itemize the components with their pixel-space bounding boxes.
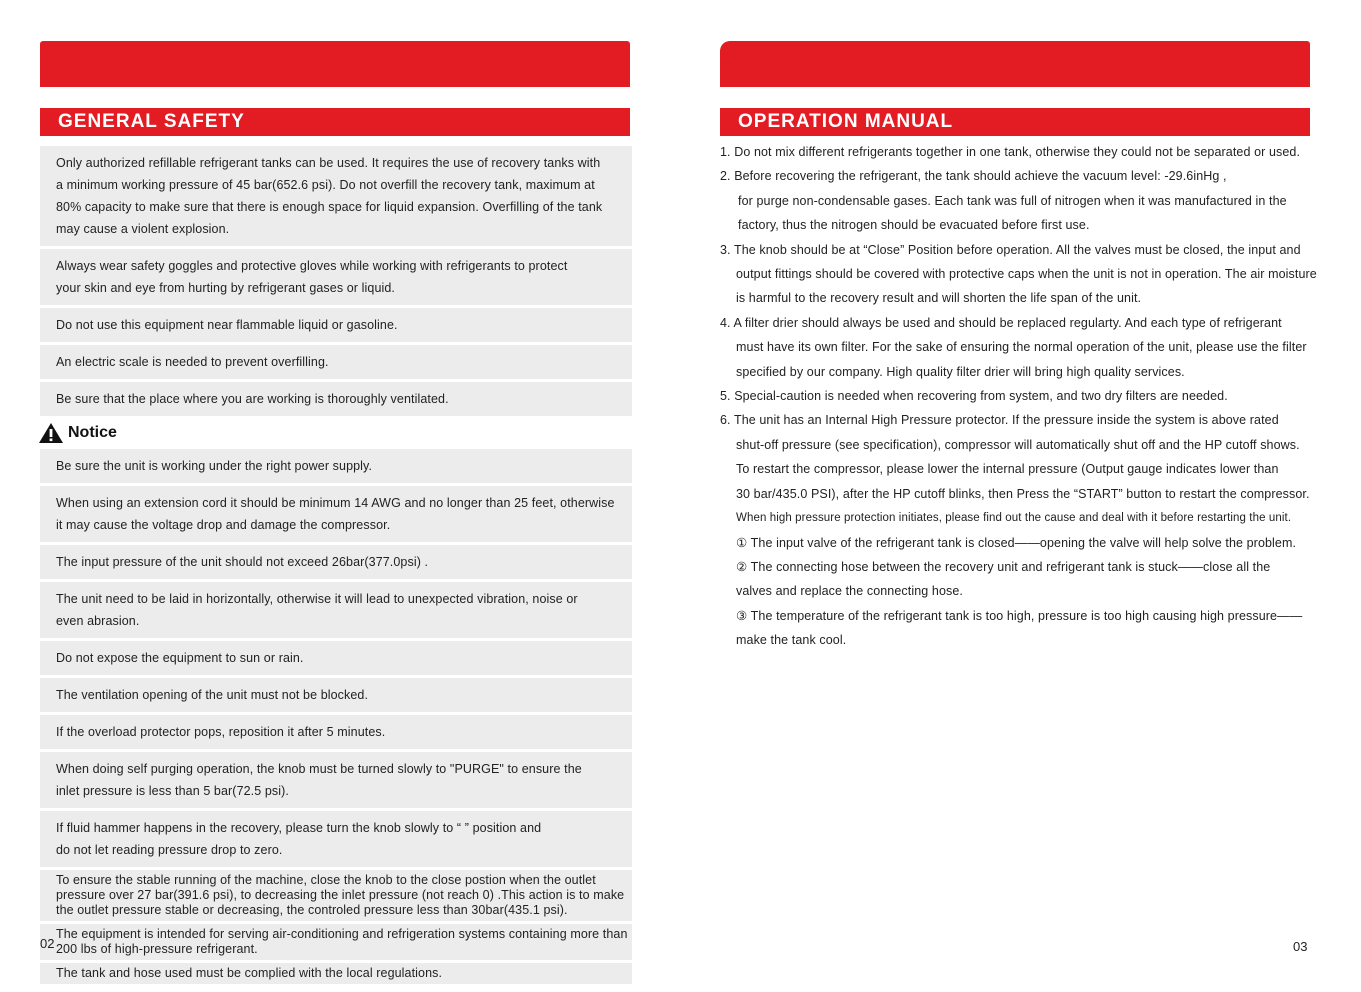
safety-item [40,146,632,246]
operation-item-line: To restart the compressor, please lower the internal pressure (Output gauge indicates lower than [736,462,1279,477]
safety-item-line: pressure over 27 bar(391.6 psi), to decreasing the inlet pressure (not reach 0) .This action is to make [56,888,625,902]
safety-item-line: To ensure the stable running of the machine, close the knob to the close postion when the outlet [56,873,596,887]
notice-label: Notice [68,424,117,441]
safety-item-line: An electric scale is needed to prevent overfilling. [56,355,329,369]
safety-item [40,449,632,483]
operation-item-line: ② The connecting hose between the recovery unit and refrigerant tank is stuck——close all the [736,559,1271,574]
safety-item-line: The input pressure of the unit should not exceed 26bar(377.0psi) . [56,555,429,569]
safety-item [40,678,632,712]
operation-item-line: for purge non-condensable gases. Each tank was full of nitrogen when it was manufactured in the [738,193,1287,208]
safety-item-line: When doing self purging operation, the knob must be turned slowly to "PURGE" to ensure the [56,762,582,776]
safety-item-line: The unit need to be laid in horizontally, otherwise it will lead to unexpected vibration, noise or [56,592,578,606]
operation-item [720,238,1330,311]
operation-item-line: output fittings should be covered with protective caps when the unit is not in operation. The air moisture [736,267,1317,282]
operation-item-line: specified by our company. High quality filter drier will bring high quality services. [736,364,1185,379]
safety-item-line: Be sure the unit is working under the right power supply. [56,459,373,473]
notice-heading [38,419,632,447]
safety-item-line: If fluid hammer happens in the recovery, please turn the knob slowly to “ ” position and [56,821,542,835]
operation-item [720,140,1330,164]
safety-item-line: a minimum working pressure of 45 bar(652.6 psi). Do not overfill the recovery tank, maximum at [56,178,595,192]
operation-item-line: 5. Special-caution is needed when recovering from system, and two dry filters are needed. [720,389,1228,404]
operation-item-line: 6. The unit has an Internal High Pressure protector. If the pressure inside the system is above rated [720,413,1279,428]
safety-item-line: Always wear safety goggles and protective gloves while working with refrigerants to protect [56,259,568,273]
operation-item-line: factory, thus the nitrogen should be evacuated before first use. [738,218,1090,233]
operation-item-line: ① The input valve of the refrigerant tank is closed——opening the valve will help solve the problem. [736,535,1297,550]
safety-item [40,582,632,638]
left-section-title: GENERAL SAFETY [40,108,630,136]
safety-item-line: Do not expose the equipment to sun or rain. [56,651,304,665]
safety-item [40,545,632,579]
right-section-title: OPERATION MANUAL [720,108,1310,136]
safety-item-line: inlet pressure is less than 5 bar(72.5 psi). [56,784,289,798]
safety-item-line: If the overload protector pops, reposition it after 5 minutes. [56,725,386,739]
safety-item-line: The ventilation opening of the unit must not be blocked. [56,688,369,702]
safety-item-line: the outlet pressure stable or decreasing, the controled pressure less than 30bar(435.1 psi). [56,903,568,917]
safety-item [40,811,632,867]
safety-item-line: The tank and hose used must be complied with the local regulations. [56,966,443,980]
safety-item-line: do not let reading pressure drop to zero. [56,843,283,857]
operation-item-line: 2. Before recovering the refrigerant, the tank should achieve the vacuum level: -29.6inHg , [720,169,1227,184]
safety-item-line: When using an extension cord it should be minimum 14 AWG and no longer than 25 feet, otherwise [56,496,615,510]
warning-icon [38,422,64,444]
safety-item-line: it may cause the voltage drop and damage the compressor. [56,518,391,532]
operation-item-line: 1. Do not mix different refrigerants together in one tank, otherwise they could not be separated or used. [720,145,1301,159]
operation-item [720,408,1330,652]
safety-item-line: Be sure that the place where you are working is thoroughly ventilated. [56,392,449,406]
left-header-banner [40,41,630,87]
safety-item-line: The equipment is intended for serving air-conditioning and refrigeration systems containing more than [56,927,628,941]
safety-item [40,249,632,305]
general-safety-list [40,146,632,987]
safety-item [40,924,632,960]
safety-item [40,963,632,984]
safety-item-line: 80% capacity to make sure that there is enough space for liquid expansion. Overfilling of the tank [56,200,603,214]
operation-item [720,384,1330,408]
safety-item [40,382,632,416]
safety-item [40,486,632,542]
safety-item [40,870,632,921]
safety-item-line: may cause a violent explosion. [56,222,230,236]
operation-item-line: valves and replace the connecting hose. [736,584,963,599]
safety-item-line: 200 lbs of high-pressure refrigerant. [56,942,258,956]
safety-item-line: even abrasion. [56,614,140,628]
safety-item-line: Only authorized refillable refrigerant tanks can be used. It requires the use of recovery tanks with [56,156,601,170]
safety-item-line: Do not use this equipment near flammable liquid or gasoline. [56,318,398,332]
operation-item-line: ③ The temperature of the refrigerant tank is too high, pressure is too high causing high pressure—— [736,608,1303,623]
operation-item-line: make the tank cool. [736,633,847,648]
operation-item-line: 3. The knob should be at “Close” Position before operation. All the valves must be closed, the input and [720,242,1301,257]
operation-item-line: must have its own filter. For the sake of ensuring the normal operation of the unit, please use the filter [736,340,1307,355]
operation-item [720,311,1330,384]
operation-item-line: is harmful to the recovery result and will shorten the life span of the unit. [736,291,1142,306]
operation-item-line: When high pressure protection initiates, please find out the cause and deal with it before restarting the unit. [736,512,1292,525]
safety-item [40,345,632,379]
page-number-right: 03 [1293,939,1308,954]
safety-item [40,641,632,675]
operation-item-line: 30 bar/435.0 PSI), after the HP cutoff blinks, then Press the “START” button to restart the compressor. [736,486,1310,501]
safety-item [40,752,632,808]
operation-item-line: 4. A filter drier should always be used and should be replaced regularty. And each type of refrigerant [720,315,1282,330]
operation-manual-list [720,140,1330,653]
operation-item-line: shut-off pressure (see specification), compressor will automatically shut off and the HP cutoff shows. [736,437,1300,452]
operation-item [720,164,1330,237]
safety-item [40,715,632,749]
safety-item-line: your skin and eye from hurting by refrigerant gases or liquid. [56,281,396,295]
right-header-banner [720,41,1310,87]
page-number-left: 02 [40,936,55,951]
safety-item [40,308,632,342]
